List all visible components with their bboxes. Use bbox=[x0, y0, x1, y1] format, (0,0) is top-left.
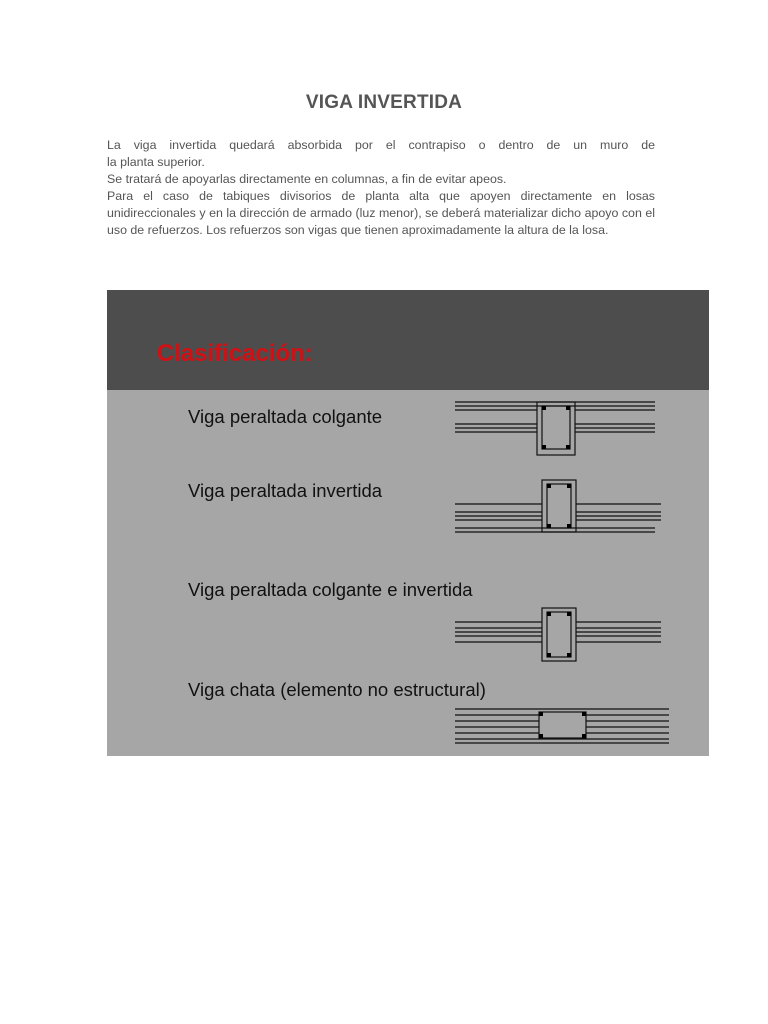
item-label-inverted-beam: Viga peraltada invertida bbox=[188, 480, 383, 501]
item-label-hanging-inverted-beam: Viga peraltada colgante e invertida bbox=[188, 579, 473, 600]
paragraph-1-continued: la planta superior. bbox=[107, 155, 205, 169]
slide-header bbox=[107, 290, 709, 390]
page-title: VIGA INVERTIDA bbox=[305, 92, 463, 113]
paragraph-1: La viga invertida quedará absorbida por el contrapiso o dentro de un muro de bbox=[107, 138, 655, 152]
slide-heading: Clasificación: bbox=[157, 340, 314, 367]
flat-beam-icon bbox=[455, 706, 673, 748]
paragraph-2: Se tratará de apoyarlas directamente en columnas, a fin de evitar apeos. bbox=[107, 172, 507, 186]
inverted-beam-icon bbox=[455, 478, 665, 536]
item-label-flat-beam: Viga chata (elemento no estructural) bbox=[188, 679, 486, 700]
hanging-inverted-beam-icon bbox=[455, 606, 665, 664]
item-label-hanging-beam: Viga peraltada colgante bbox=[188, 406, 383, 427]
hanging-beam-icon bbox=[455, 398, 659, 456]
paragraph-3: Para el caso de tabiques divisorios de planta alta que apoyen directamente en losas unidireccionales y en la dirección de armado (luz menor), se deberá materializar dicho apoyo con el uso de refuerzos. Los refuerzos son vigas que tienen aproximadamente la altura de la losa. bbox=[107, 189, 655, 237]
classification-slide bbox=[107, 290, 709, 756]
